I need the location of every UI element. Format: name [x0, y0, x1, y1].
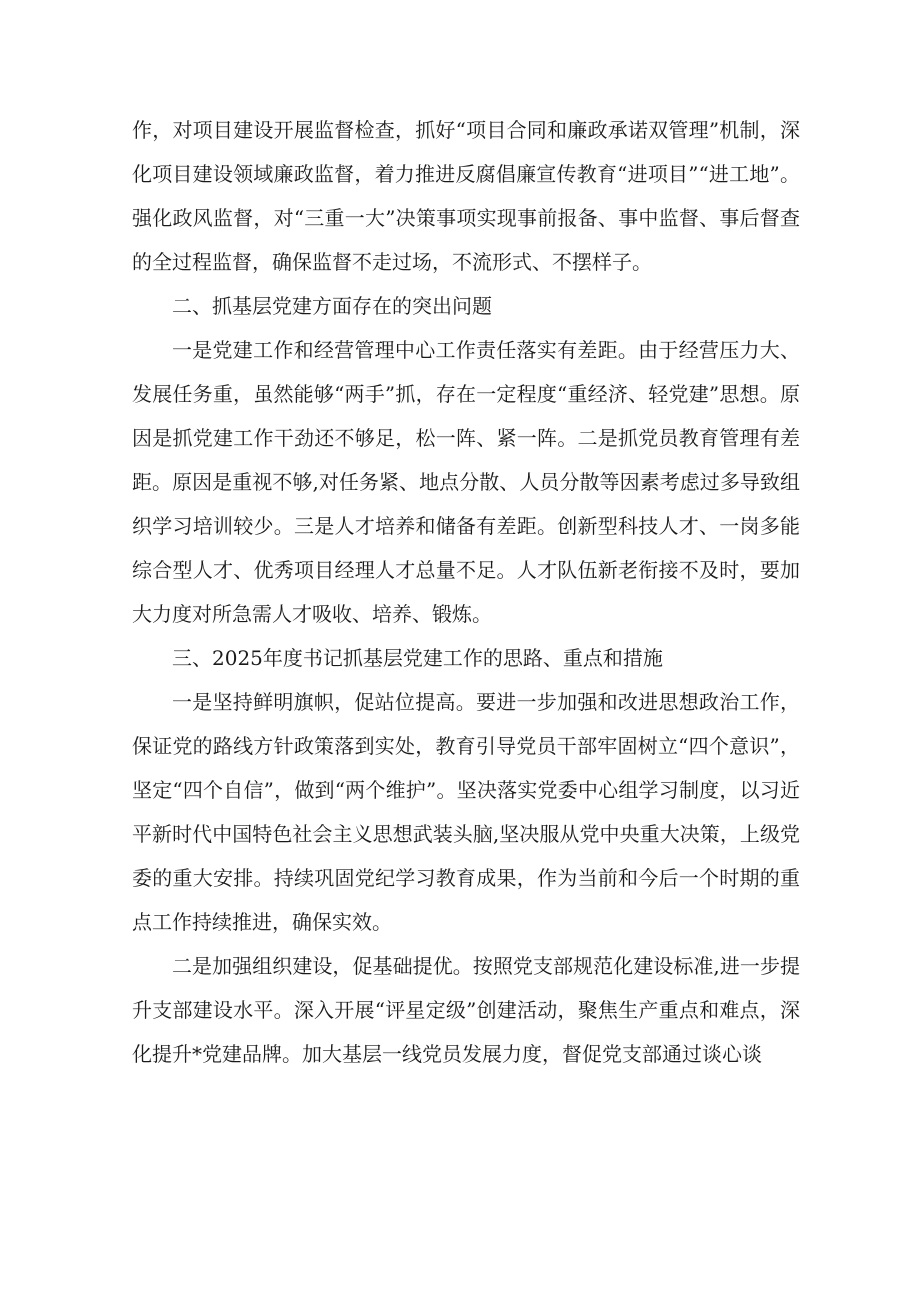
- document-body: [132, 108, 800, 1076]
- paragraph-continuation: 作，对项目建设开展监督检查，抓好“项目合同和廉政承诺双管理”机制，深化项目建设领域廉政监督，着力推进反腐倡廉宣传教育“进项目”“进工地”。强化政风监督，对“三重一大”决策事项实现事前报备、事中监督、事后督查的全过程监督，确保监督不走过场，不流形式、不摆样子。: [132, 118, 800, 274]
- paragraph-measure-2: 二是加强组织建设，促基础提优。按照党支部规范化建设标准,进一步提升支部建设水平。深入开展“评星定级”创建活动，聚焦生产重点和难点，深化提升*党建品牌。加大基层一线党员发展力度，督促党支部通过谈心谈: [132, 954, 800, 1066]
- paragraph-measure-1: 一是坚持鲜明旗帜，促站位提高。要进一步加强和改进思想政治工作，保证党的路线方针政策落到实处，教育引导党员干部牢固树立“四个意识”，坚定“四个自信”，做到“两个维护”。坚决落实党委中心组学习制度，以习近平新时代中国特色社会主义思想武装头脑,坚决服从党中央重大决策，上级党委的重大安排。持续巩固党纪学习教育成果，作为当前和今后一个时期的重点工作持续推进，确保实效。: [132, 690, 800, 934]
- section-heading-2: 二、抓基层党建方面存在的突出问题: [172, 294, 492, 318]
- section-heading-3: 三、2025年度书记抓基层党建工作的思路、重点和措施: [172, 646, 663, 670]
- paragraph-problems: 一是党建工作和经营管理中心工作责任落实有差距。由于经营压力大、发展任务重，虽然能够“两手”抓，存在一定程度“重经济、轻党建”思想。原因是抓党建工作干劲还不够足，松一阵、紧一阵。二是抓党员教育管理有差距。原因是重视不够,对任务紧、地点分散、人员分散等因素考虑过多导致组织学习培训较少。三是人才培养和储备有差距。创新型科技人才、一岗多能综合型人才、优秀项目经理人才总量不足。人才队伍新老衔接不及时，要加大力度对所急需人才吸收、培养、锻炼。: [132, 338, 800, 626]
